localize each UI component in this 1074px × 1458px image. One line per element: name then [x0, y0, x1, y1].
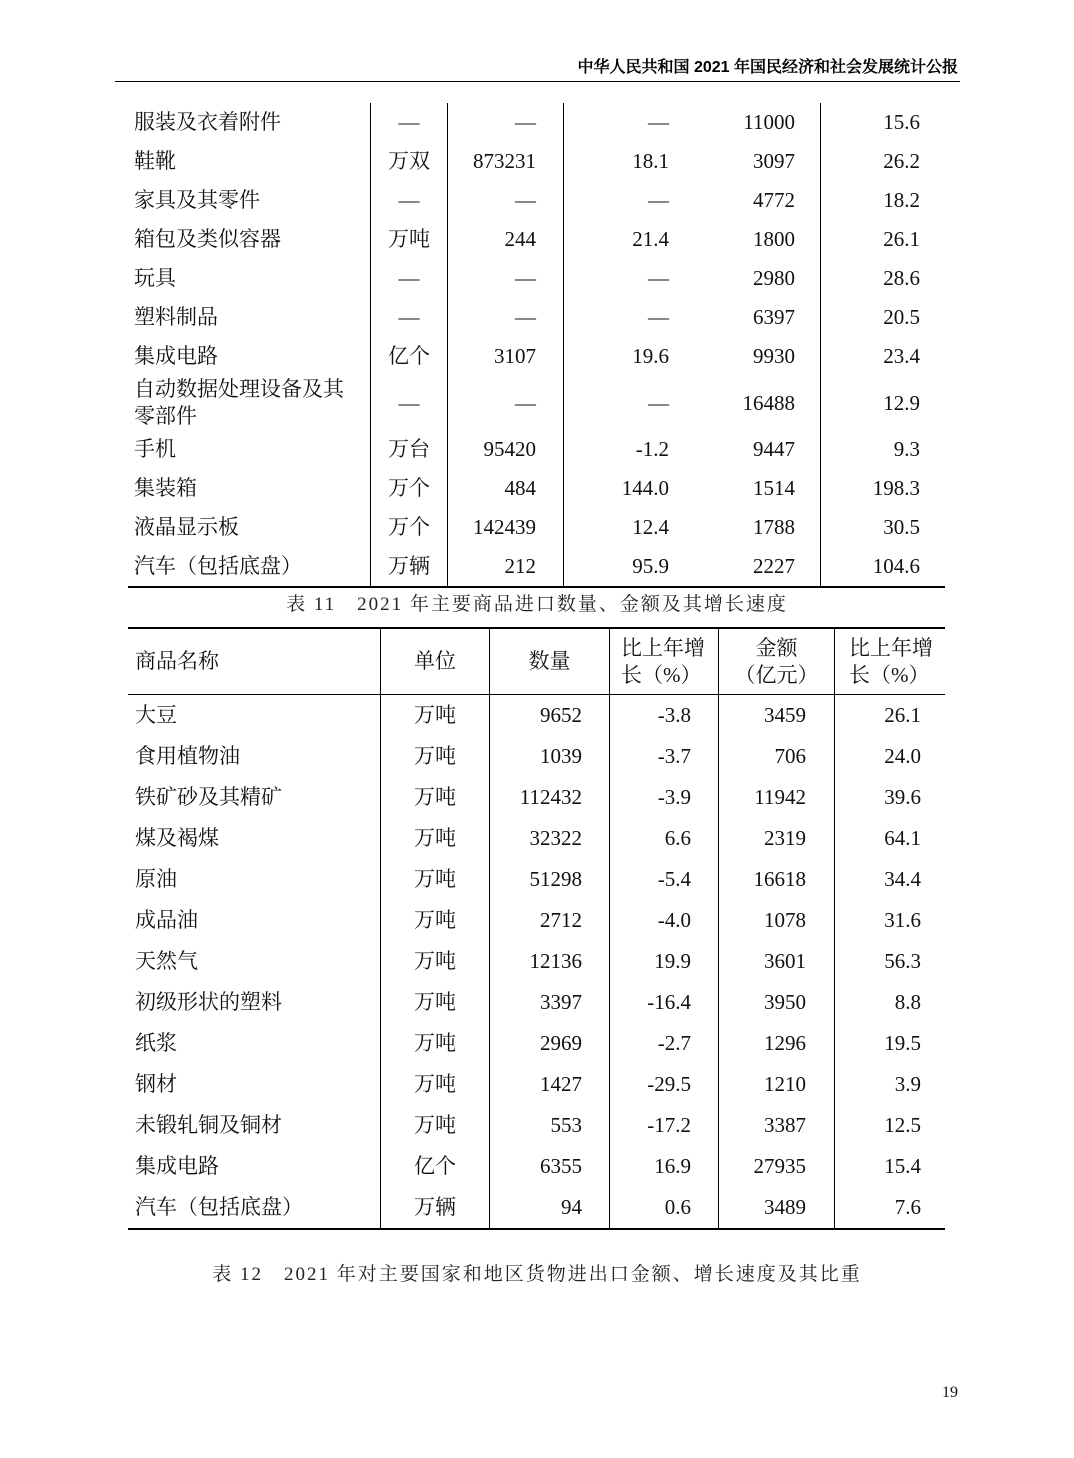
quantity-cell: 553 — [489, 1105, 609, 1146]
item-name: 食用植物油 — [135, 744, 240, 768]
quantity-growth-cell: 144.0 — [563, 469, 683, 508]
quantity-cell: 6355 — [489, 1146, 609, 1187]
amount-growth-cell: 64.1 — [834, 818, 945, 859]
item-name: 家具及其零件 — [134, 188, 260, 212]
quantity-growth-cell: -16.4 — [609, 982, 718, 1023]
quantity-growth-cell: -1.2 — [563, 430, 683, 469]
quantity-growth-cell: -3.7 — [609, 736, 718, 777]
unit-cell: 万个 — [370, 508, 447, 547]
amount-cell: 1514 — [753, 476, 795, 500]
header-label-line-1: 比上年增 — [849, 635, 933, 660]
amount-growth-cell: 198.3 — [820, 469, 945, 508]
quantity-growth-cell: 19.9 — [609, 941, 718, 982]
header-unit — [380, 629, 489, 695]
import-table-header — [128, 629, 945, 695]
amount-cell: 11942 — [718, 777, 834, 818]
amount-cell: 1788 — [753, 515, 795, 539]
quantity-growth-cell: — — [563, 103, 683, 142]
item-name: 鞋靴 — [134, 149, 176, 173]
amount-cell: 2980 — [753, 266, 795, 290]
item-name: 玩具 — [134, 266, 176, 290]
amount-growth-cell: 15.4 — [834, 1146, 945, 1187]
header-label-line-2: （亿元） — [734, 662, 819, 687]
amount-cell: 3601 — [718, 941, 834, 982]
header-row — [128, 629, 945, 695]
quantity-growth-cell: — — [563, 376, 683, 430]
quantity-growth-cell: 21.4 — [563, 220, 683, 259]
quantity-growth-cell: -2.7 — [609, 1023, 718, 1064]
export-table-body — [128, 103, 945, 586]
unit-cell: 万吨 — [380, 859, 489, 900]
item-name-cell — [128, 337, 370, 376]
amount-cell: 1210 — [718, 1064, 834, 1105]
quantity-cell: — — [447, 103, 563, 142]
table-row — [128, 982, 945, 1023]
quantity-cell: — — [447, 298, 563, 337]
item-name-cell — [128, 103, 370, 142]
item-name-cell — [128, 982, 380, 1023]
unit-cell: 万吨 — [380, 695, 489, 736]
header-quantity — [489, 629, 609, 695]
amount-cell: 16488 — [742, 390, 795, 415]
item-name-cell — [128, 142, 370, 181]
unit-cell: 万吨 — [380, 736, 489, 777]
amount-growth-cell: 12.9 — [820, 376, 945, 430]
table-row — [128, 941, 945, 982]
item-name-cell — [128, 941, 380, 982]
unit-cell: 万吨 — [380, 777, 489, 818]
import-table-body — [128, 695, 945, 1228]
quantity-cell: 3107 — [447, 337, 563, 376]
amount-growth-cell: 23.4 — [820, 337, 945, 376]
item-name: 集装箱 — [134, 476, 197, 500]
quantity-growth-cell: — — [563, 259, 683, 298]
quantity-cell: 1039 — [489, 736, 609, 777]
header-label: 数量 — [528, 649, 571, 673]
table-row — [128, 469, 945, 508]
amount-cell: 27935 — [718, 1146, 834, 1187]
quantity-growth-cell: 12.4 — [563, 508, 683, 547]
amount-growth-cell: 12.5 — [834, 1105, 945, 1146]
item-name-cell — [128, 1146, 380, 1187]
table-row — [128, 220, 945, 259]
amount-growth-cell: 24.0 — [834, 736, 945, 777]
unit-cell: 亿个 — [370, 337, 447, 376]
item-name: 原油 — [135, 867, 177, 891]
item-name-cell — [128, 818, 380, 859]
unit-cell: 万个 — [370, 469, 447, 508]
table-row — [128, 430, 945, 469]
quantity-cell: — — [447, 376, 563, 430]
item-name: 集成电路 — [134, 344, 218, 368]
item-name: 未锻轧铜及铜材 — [135, 1113, 282, 1137]
item-name-cell — [128, 547, 370, 586]
item-name: 自动数据处理设备及其零部件 — [134, 377, 344, 428]
amount-cell: 9447 — [753, 437, 795, 461]
amount-growth-cell: 104.6 — [820, 547, 945, 586]
quantity-cell: — — [447, 259, 563, 298]
quantity-growth-cell: — — [563, 298, 683, 337]
amount-growth-cell: 3.9 — [834, 1064, 945, 1105]
amount-cell: 1078 — [718, 900, 834, 941]
quantity-cell: 2712 — [489, 900, 609, 941]
unit-cell: 万吨 — [380, 941, 489, 982]
item-name-cell — [128, 181, 370, 220]
unit-cell: 亿个 — [380, 1146, 489, 1187]
item-name-cell — [128, 695, 380, 736]
quantity-cell: 873231 — [447, 142, 563, 181]
table-row — [128, 1105, 945, 1146]
table-row — [128, 142, 945, 181]
unit-cell: 万吨 — [380, 982, 489, 1023]
item-name: 成品油 — [135, 908, 198, 932]
quantity-growth-cell: -3.8 — [609, 695, 718, 736]
item-name: 汽车（包括底盘） — [135, 1195, 303, 1219]
item-name-cell — [128, 259, 370, 298]
table-row — [128, 1187, 945, 1228]
quantity-growth-cell: -5.4 — [609, 859, 718, 900]
amount-growth-cell: 26.2 — [820, 142, 945, 181]
header-label-line-2: 长（%） — [621, 662, 702, 687]
item-name-cell — [128, 1064, 380, 1105]
quantity-growth-cell: 19.6 — [563, 337, 683, 376]
quantity-growth-cell: 95.9 — [563, 547, 683, 586]
item-name-cell — [128, 859, 380, 900]
quantity-growth-cell: -17.2 — [609, 1105, 718, 1146]
quantity-growth-cell: 16.9 — [609, 1146, 718, 1187]
item-name-cell — [128, 1187, 380, 1228]
unit-cell: 万吨 — [380, 1023, 489, 1064]
table-row — [128, 337, 945, 376]
quantity-cell: 484 — [447, 469, 563, 508]
item-name: 天然气 — [135, 949, 198, 973]
header-label: 单位 — [414, 649, 456, 673]
unit-cell: — — [370, 259, 447, 298]
amount-growth-cell: 39.6 — [834, 777, 945, 818]
unit-cell: — — [370, 181, 447, 220]
quantity-cell: 9652 — [489, 695, 609, 736]
unit-cell: 万辆 — [370, 547, 447, 586]
item-name: 液晶显示板 — [134, 515, 239, 539]
quantity-growth-cell: — — [563, 181, 683, 220]
amount-growth-cell: 7.6 — [834, 1187, 945, 1228]
quantity-cell: 142439 — [447, 508, 563, 547]
amount-cell: 1296 — [718, 1023, 834, 1064]
amount-growth-cell: 34.4 — [834, 859, 945, 900]
header-quantity-growth — [609, 629, 718, 695]
unit-cell: 万吨 — [380, 818, 489, 859]
quantity-growth-cell: -4.0 — [609, 900, 718, 941]
item-name: 服装及衣着附件 — [134, 110, 281, 134]
table-row — [128, 376, 945, 430]
quantity-cell: 12136 — [489, 941, 609, 982]
quantity-cell: 244 — [447, 220, 563, 259]
amount-cell: 6397 — [753, 305, 795, 329]
item-name: 塑料制品 — [134, 305, 218, 329]
item-name: 纸浆 — [135, 1031, 177, 1055]
item-name-cell — [128, 1023, 380, 1064]
quantity-cell: 3397 — [489, 982, 609, 1023]
item-name: 煤及褐煤 — [135, 826, 219, 850]
item-name: 初级形状的塑料 — [135, 990, 282, 1014]
amount-cell: 1800 — [753, 227, 795, 251]
amount-cell: 3489 — [718, 1187, 834, 1228]
header-amount — [718, 629, 834, 695]
unit-cell: — — [370, 298, 447, 337]
table-row — [128, 818, 945, 859]
header-label: 商品名称 — [135, 649, 219, 673]
amount-growth-cell: 26.1 — [820, 220, 945, 259]
header-item-name — [128, 629, 380, 695]
table-row — [128, 736, 945, 777]
quantity-growth-cell: -3.9 — [609, 777, 718, 818]
amount-cell: 3459 — [718, 695, 834, 736]
amount-cell: 3950 — [718, 982, 834, 1023]
export-table-continued — [128, 103, 945, 588]
item-name-cell — [128, 220, 370, 259]
table-row — [128, 695, 945, 736]
quantity-cell: 112432 — [489, 777, 609, 818]
amount-growth-cell: 20.5 — [820, 298, 945, 337]
amount-cell: 706 — [718, 736, 834, 777]
table-row — [128, 1023, 945, 1064]
table-row — [128, 900, 945, 941]
item-name: 大豆 — [135, 703, 177, 727]
unit-cell: 万辆 — [380, 1187, 489, 1228]
amount-growth-cell: 19.5 — [834, 1023, 945, 1064]
quantity-cell: 2969 — [489, 1023, 609, 1064]
item-name-cell — [128, 736, 380, 777]
item-name-cell — [128, 1105, 380, 1146]
amount-growth-cell: 30.5 — [820, 508, 945, 547]
amount-cell: 11000 — [743, 110, 795, 134]
table-row — [128, 508, 945, 547]
quantity-cell: 32322 — [489, 818, 609, 859]
item-name: 箱包及类似容器 — [134, 227, 281, 251]
item-name-cell — [128, 900, 380, 941]
item-name-cell — [128, 298, 370, 337]
table-row — [128, 547, 945, 586]
header-label-line-1: 比上年增 — [621, 635, 705, 660]
page-number: 19 — [942, 1384, 958, 1401]
table-row — [128, 1146, 945, 1187]
table-row — [128, 259, 945, 298]
header-amount-growth — [834, 629, 945, 695]
header-label-line-1: 金额 — [755, 635, 798, 660]
amount-cell: 3387 — [718, 1105, 834, 1146]
quantity-cell: 1427 — [489, 1064, 609, 1105]
amount-cell: 4772 — [753, 188, 795, 212]
quantity-cell: 94 — [489, 1187, 609, 1228]
unit-cell: 万吨 — [380, 1064, 489, 1105]
table-row — [128, 777, 945, 818]
item-name-cell — [128, 469, 370, 508]
amount-growth-cell: 26.1 — [834, 695, 945, 736]
unit-cell: 万台 — [370, 430, 447, 469]
amount-cell: 2227 — [753, 554, 795, 578]
unit-cell: — — [370, 376, 447, 430]
unit-cell: 万双 — [370, 142, 447, 181]
item-name: 集成电路 — [135, 1154, 219, 1178]
unit-cell: 万吨 — [370, 220, 447, 259]
item-name: 铁矿砂及其精矿 — [135, 785, 282, 809]
table-row — [128, 859, 945, 900]
quantity-cell: 212 — [447, 547, 563, 586]
table-row — [128, 1064, 945, 1105]
table-row — [128, 181, 945, 220]
amount-cell: 16618 — [718, 859, 834, 900]
quantity-cell: 51298 — [489, 859, 609, 900]
amount-cell: 9930 — [753, 344, 795, 368]
amount-growth-cell: 56.3 — [834, 941, 945, 982]
amount-growth-cell: 31.6 — [834, 900, 945, 941]
item-name-cell — [128, 508, 370, 547]
running-head: 中华人民共和国 2021 年国民经济和社会发展统计公报 — [577, 59, 958, 76]
amount-cell: 2319 — [718, 818, 834, 859]
quantity-cell: 95420 — [447, 430, 563, 469]
amount-growth-cell: 15.6 — [820, 103, 945, 142]
amount-growth-cell: 18.2 — [820, 181, 945, 220]
amount-cell: 3097 — [753, 149, 795, 173]
header-label-line-2: 长（%） — [849, 662, 930, 687]
unit-cell: 万吨 — [380, 900, 489, 941]
quantity-growth-cell: 6.6 — [609, 818, 718, 859]
unit-cell: 万吨 — [380, 1105, 489, 1146]
import-table — [128, 627, 945, 1230]
table-row — [128, 103, 945, 142]
quantity-growth-cell: 0.6 — [609, 1187, 718, 1228]
item-name: 钢材 — [135, 1072, 177, 1096]
amount-growth-cell: 28.6 — [820, 259, 945, 298]
table-12-caption: 表 12 2021 年对主要国家和地区货物进出口金额、增长速度及其比重 — [212, 1264, 862, 1285]
unit-cell: — — [370, 103, 447, 142]
amount-growth-cell: 8.8 — [834, 982, 945, 1023]
item-name-cell — [128, 430, 370, 469]
table-row — [128, 298, 945, 337]
item-name-cell — [128, 777, 380, 818]
table-11-caption: 表 11 2021 年主要商品进口数量、金额及其增长速度 — [286, 594, 788, 615]
header-rule — [115, 81, 960, 82]
item-name: 汽车（包括底盘） — [134, 554, 302, 578]
item-name-cell — [128, 376, 370, 430]
quantity-cell: — — [447, 181, 563, 220]
item-name: 手机 — [134, 437, 176, 461]
quantity-growth-cell: -29.5 — [609, 1064, 718, 1105]
quantity-growth-cell: 18.1 — [563, 142, 683, 181]
amount-growth-cell: 9.3 — [820, 430, 945, 469]
